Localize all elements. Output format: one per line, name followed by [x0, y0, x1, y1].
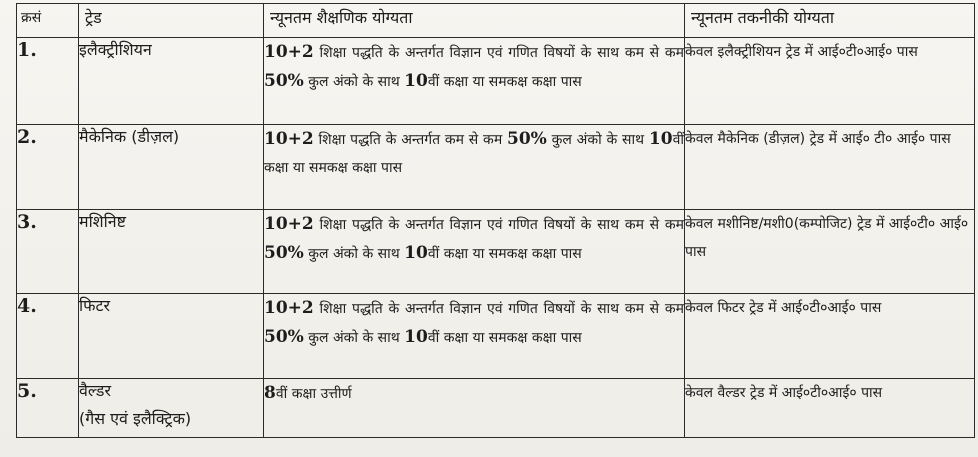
header-technical: न्यूनतम तकनीकी योग्यता: [685, 4, 975, 38]
trade-name: [79, 210, 264, 294]
header-serial: क्रसं: [17, 4, 79, 38]
edu-percent: 50%: [506, 129, 547, 149]
edu-text: कुल अंको के साथ: [303, 246, 405, 262]
table-row: [17, 125, 975, 210]
trade-label: वैल्डर: [79, 381, 112, 400]
education-cell: [264, 210, 685, 294]
table-row: [17, 294, 975, 379]
edu-number: 10+2: [264, 214, 314, 234]
table-row: [17, 379, 975, 438]
edu-class: 10: [404, 243, 428, 263]
header-education: न्यूनतम शैक्षणिक योग्यता: [264, 4, 685, 38]
edu-text: वीं कक्षा या समकक्ष कक्षा पास: [427, 246, 582, 262]
trade-name: [79, 38, 264, 125]
edu-class: 10: [404, 71, 428, 91]
edu-text: शिक्षा पद्धति के अन्तर्गत विज्ञान एवं गणित विषयों के साथ कम से कम: [313, 217, 684, 233]
trade-label: मैकेनिक (डीज़ल): [79, 127, 180, 146]
edu-text: वीं कक्षा या समकक्ष कक्षा पास: [427, 330, 582, 346]
edu-text: वीं कक्षा या समकक्ष कक्षा पास: [264, 132, 684, 176]
technical-cell: केवल मशीनिष्ट/मशी0(कम्पोजिट) ट्रेड में आई०टी० आई० पास: [685, 210, 975, 294]
education-cell: [264, 38, 685, 125]
edu-class: 10: [648, 129, 673, 149]
education-cell: [264, 125, 685, 210]
edu-text: शिक्षा पद्धति के अन्तर्गत विज्ञान एवं गणित विषयों के साथ कम से कम: [313, 45, 684, 61]
trade-name: [79, 125, 264, 210]
edu-text: वीं कक्षा या समकक्ष कक्षा पास: [427, 74, 582, 90]
edu-text: कुल अंको के साथ: [546, 132, 649, 148]
trade-label: इलैक्ट्रीशियन: [79, 40, 152, 59]
edu-number: 10+2: [264, 129, 314, 149]
serial-number: 5.: [17, 379, 79, 438]
edu-percent: 50%: [264, 327, 304, 347]
serial-number: 3.: [17, 210, 79, 294]
trade-name: [79, 294, 264, 379]
technical-cell: केवल फिटर ट्रेड में आई०टी०आई० पास: [685, 294, 975, 379]
technical-cell: केवल वैल्डर ट्रेड में आई०टी०आई० पास: [685, 379, 975, 438]
edu-text: वीं कक्षा उत्तीर्ण: [275, 386, 352, 402]
qualification-table: [16, 3, 975, 438]
education-cell: [264, 294, 685, 379]
serial-number: 2.: [17, 125, 79, 210]
education-cell: [264, 379, 685, 438]
technical-cell: केवल इलैक्ट्रीशियन ट्रेड में आई०टी०आई० पास: [685, 38, 975, 125]
header-trade: ट्रेड: [79, 4, 264, 38]
edu-class: 8: [264, 383, 276, 403]
edu-number: 10+2: [264, 298, 314, 318]
edu-text: कुल अंको के साथ: [303, 330, 405, 346]
technical-cell: केवल मैकेनिक (डीज़ल) ट्रेड में आई० टी० आई० पास: [685, 125, 975, 210]
edu-percent: 50%: [264, 243, 304, 263]
trade-label: फिटर: [79, 296, 111, 315]
edu-class: 10: [404, 327, 428, 347]
serial-number: 4.: [17, 294, 79, 379]
edu-text: कुल अंको के साथ: [303, 74, 405, 90]
trade-label: मशिनिष्ट: [79, 212, 126, 231]
table-row: [17, 38, 975, 125]
trade-name: [79, 379, 264, 438]
table-header-row: [17, 4, 975, 38]
edu-number: 10+2: [264, 42, 314, 62]
edu-percent: 50%: [264, 71, 304, 91]
edu-text: शिक्षा पद्धति के अन्तर्गत कम से कम: [313, 132, 507, 148]
table-row: [17, 210, 975, 294]
serial-number: 1.: [17, 38, 79, 125]
edu-text: शिक्षा पद्धति के अन्तर्गत विज्ञान एवं गणित विषयों के साथ कम से कम: [313, 301, 684, 317]
trade-subtitle: (गैस एवं इलैक्ट्रिक): [79, 409, 192, 428]
